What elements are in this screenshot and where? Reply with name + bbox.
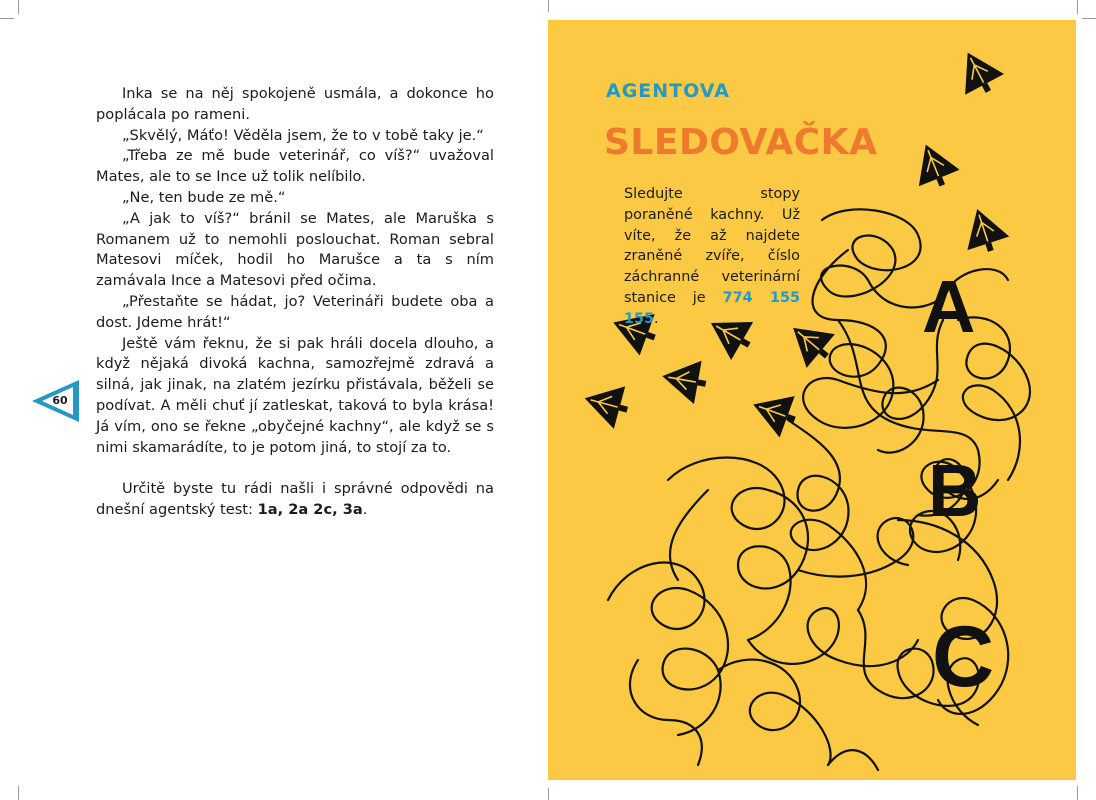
crop-mark (18, 0, 19, 14)
page-number: 60 (52, 394, 68, 407)
page-number-badge (30, 378, 82, 424)
answers-intro: Určitě byste tu rádi našli i správné odpovědi na dnešní agentský test: (96, 480, 494, 519)
footprint-icon (746, 384, 802, 440)
footprint-icon (905, 136, 962, 193)
answers-end: . (362, 501, 368, 519)
instructions-text: Sledujte stopy poraněné kachny. Už víte, že až najdete zraněné zvíře, číslo záchranné veterinární stanice je (624, 186, 800, 306)
story-paragraph: „Přestaňte se hádat, jo? Veterináři budete oba a dost. Jdeme hrát!“ (96, 292, 494, 331)
footprint-icon (659, 355, 710, 406)
crop-mark (18, 786, 19, 800)
answers-value: 1a, 2a 2c, 3a (257, 501, 363, 519)
story-paragraph: „Skvělý, Máťo! Věděla jsem, že to v tobě taky je.“ (122, 126, 484, 144)
crop-mark (548, 788, 549, 800)
crop-mark (548, 0, 549, 12)
instructions-end: . (654, 310, 659, 327)
activity-title: SLEDOVAČKA (604, 122, 878, 163)
answer-letter-a: A (922, 265, 976, 348)
story-paragraph: „Ne, ten bude ze mě.“ (122, 188, 286, 206)
answer-letter-c: C (932, 609, 995, 705)
answer-letter-b: B (928, 449, 982, 532)
crop-mark (1077, 786, 1078, 800)
activity-panel (548, 20, 1076, 780)
story-paragraph: Ještě vám řeknu, že si pak hráli docela dlouho, a když nějaká divoká kachna, samozřejmě zdravá a silná, jak jinak, na zlatém jezírku přistávala, běželi se podívat. A měli chuť jí zatleskat, taková to byla krása! Já vím, ono se řekne „obyčejné kachny“, ale když se s nimi skamarádíte, to je potom jiná, to stojí za to. (96, 334, 494, 456)
activity-instructions (624, 184, 800, 330)
crop-mark (1082, 18, 1096, 19)
story-paragraph: „A jak to víš?“ bránil se Mates, ale Maruška s Romanem už to nemohli poslouchat. Roman sebral Matesovi míček, hodil ho Marušce a ta s ním zamávala Ince a Matesovi před očima. (96, 209, 494, 290)
activity-kicker: AGENTOVA (606, 80, 730, 102)
footprint-icon (948, 42, 1008, 102)
story-paragraph: „Třeba ze mě bude veterinář, co víš?“ uvažoval Mates, ale to se Ince už tolik nelíbilo. (96, 147, 494, 186)
footprint-icon (579, 377, 633, 431)
answers-paragraph (96, 479, 494, 521)
rescue-phone-number: 774 155 155 (624, 289, 800, 327)
story-paragraph: Inka se na něj spokojeně usmála, a dokonce ho poplácala po rameni. (96, 85, 494, 123)
footprint-icon (956, 202, 1011, 257)
crop-mark (1077, 0, 1078, 14)
story-text (96, 84, 494, 521)
crop-mark (0, 18, 14, 19)
